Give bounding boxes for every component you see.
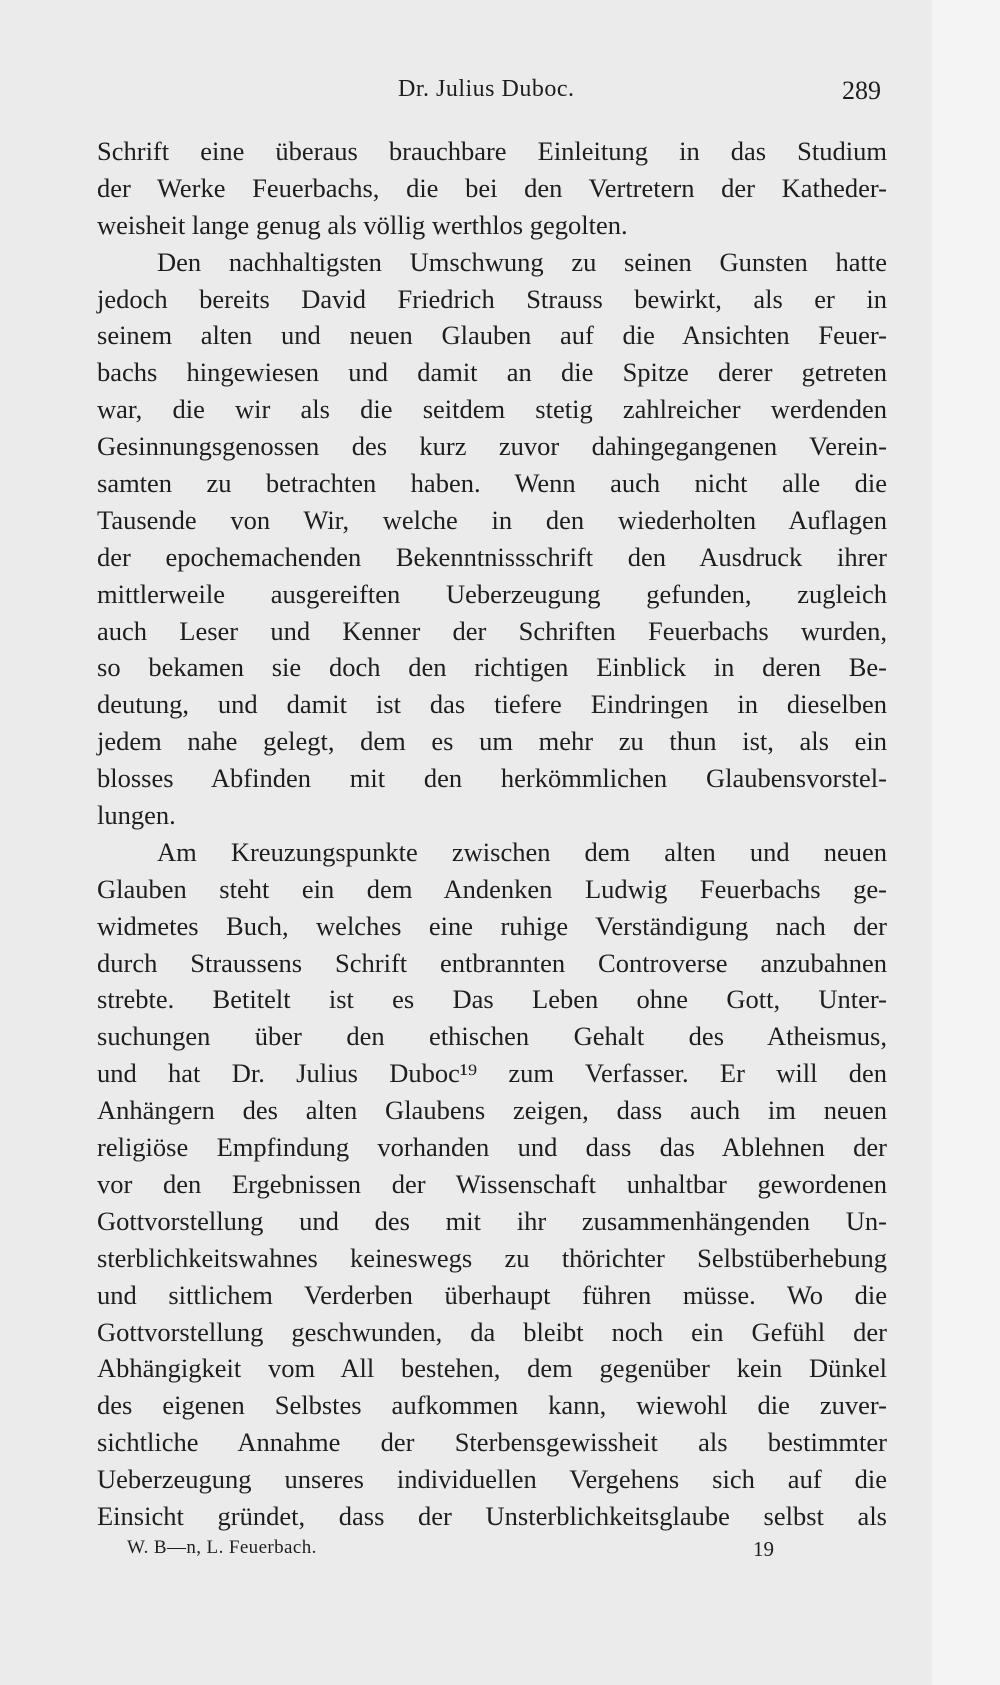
text-line: durch Straussens Schrift entbrannten Controverse anzubahnen xyxy=(97,947,887,978)
text-line: widmetes Buch, welches eine ruhige Verständigung nach der xyxy=(97,910,887,941)
text-line: Einsicht gründet, dass der Unsterblichkeitsglaube selbst als xyxy=(97,1500,887,1531)
text-line: Ueberzeugung unseres individuellen Vergehens sich auf die xyxy=(97,1464,887,1495)
text-line: weisheit lange genug als völlig werthlos gegolten. xyxy=(97,209,628,240)
running-title: Dr. Julius Duboc. xyxy=(398,76,575,102)
text-line: Den nachhaltigsten Umschwung zu seinen Gunsten hatte xyxy=(157,246,887,277)
text-line: Glauben steht ein dem Andenken Ludwig Feuerbachs ge- xyxy=(97,873,887,904)
text-line: Schrift eine überaus brauchbare Einleitung in das Studium xyxy=(97,136,887,166)
text-line: der epochemachenden Bekenntnissschrift den Ausdruck ihrer xyxy=(97,541,887,572)
text-line: so bekamen sie doch den richtigen Einblick in deren Be- xyxy=(97,652,887,683)
page-footer xyxy=(0,1537,1000,1567)
text-line: lungen. xyxy=(97,800,176,831)
text-line: jedem nahe gelegt, dem es um mehr zu thun ist, als ein xyxy=(97,726,887,757)
text-line: Anhängern des alten Glaubens zeigen, dass auch im neuen xyxy=(97,1095,887,1126)
text-line: des eigenen Selbstes aufkommen kann, wiewohl die zuver- xyxy=(97,1390,887,1421)
text-line: Gottvorstellung geschwunden, da bleibt noch ein Gefühl der xyxy=(97,1316,887,1347)
text-line: mittlerweile ausgereiften Ueberzeugung gefunden, zugleich xyxy=(97,578,887,609)
text-line: deutung, und damit ist das tiefere Eindringen in dieselben xyxy=(97,689,887,720)
text-line: Tausende von Wir, welche in den wiederholten Auflagen xyxy=(97,504,887,535)
text-line: suchungen über den ethischen Gehalt des Atheismus, xyxy=(97,1021,887,1052)
sheet-number: 19 xyxy=(753,1537,774,1561)
text-line: jedoch bereits David Friedrich Strauss bewirkt, als er in xyxy=(97,283,887,314)
page-header xyxy=(0,76,1000,110)
text-line: Gottvorstellung und des mit ihr zusammenhängenden Un- xyxy=(97,1205,887,1236)
text-line: auch Leser und Kenner der Schriften Feuerbachs wurden, xyxy=(97,615,887,646)
text-line: sterblichkeitswahnes keineswegs zu thörichter Selbstüberhebung xyxy=(97,1242,887,1273)
text-line: Am Kreuzungspunkte zwischen dem alten und neuen xyxy=(157,836,887,867)
page-edge xyxy=(932,0,1000,1685)
text-line: Gesinnungsgenossen des kurz zuvor dahingegangenen Verein- xyxy=(97,431,887,462)
text-line: und hat Dr. Julius Duboc¹⁹ zum Verfasser. Er will den xyxy=(97,1058,887,1089)
text-line: Abhängigkeit vom All bestehen, dem gegenüber kein Dünkel xyxy=(97,1353,887,1384)
text-line: und sittlichem Verderben überhaupt führen müsse. Wo die xyxy=(97,1279,887,1310)
text-line: religiöse Empfindung vorhanden und dass das Ablehnen der xyxy=(97,1132,887,1163)
text-line: seinem alten und neuen Glauben auf die Ansichten Feuer- xyxy=(97,320,887,351)
text-line: war, die wir als die seitdem stetig zahlreicher werdenden xyxy=(97,394,887,425)
text-line: vor den Ergebnissen der Wissenschaft unhaltbar gewordenen xyxy=(97,1168,887,1199)
body-text xyxy=(97,133,887,1535)
text-line: samten zu betrachten haben. Wenn auch nicht alle die xyxy=(97,468,887,499)
text-line: strebte. Betitelt ist es Das Leben ohne Gott, Unter- xyxy=(97,984,887,1015)
text-line: sichtliche Annahme der Sterbensgewissheit als bestimmter xyxy=(97,1427,887,1458)
signature-mark: W. B—n, L. Feuerbach. xyxy=(127,1537,317,1558)
text-line: blosses Abfinden mit den herkömmlichen Glaubensvorstel- xyxy=(97,763,887,794)
page-number: 289 xyxy=(842,76,881,105)
text-line: bachs hingewiesen und damit an die Spitze derer getreten xyxy=(97,357,887,388)
text-line: der Werke Feuerbachs, die bei den Vertretern der Katheder- xyxy=(97,172,887,203)
